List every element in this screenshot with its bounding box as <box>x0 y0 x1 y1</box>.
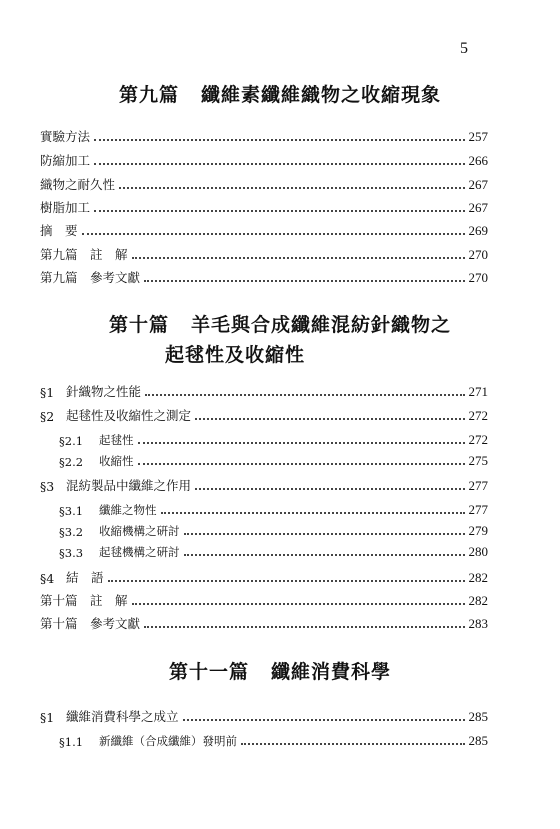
toc-entry[interactable] <box>40 591 488 609</box>
toc-entry-label: 第十篇 參考文獻 <box>40 616 141 631</box>
leader-dots <box>161 511 465 514</box>
toc-entry-number: §1.1 <box>59 735 84 749</box>
toc-entry[interactable] <box>59 500 488 518</box>
leader-dots <box>184 532 465 535</box>
leader-dots <box>138 441 465 444</box>
leader-dots <box>195 487 464 490</box>
toc-entry-page: 270 <box>468 247 488 262</box>
toc-entry-number: §3.2 <box>59 525 84 539</box>
toc-entry-label: 針織物之性能 <box>66 384 142 399</box>
section-heading: 第十篇 <box>108 314 169 336</box>
toc-entry-number: §3.1 <box>59 504 84 518</box>
section-9-title <box>0 80 560 107</box>
toc-entry-page: 267 <box>468 177 488 192</box>
toc-entry[interactable] <box>40 406 488 424</box>
toc-entry-page: 285 <box>468 709 488 724</box>
toc-entry-label: 新纖維（合成纖維）發明前 <box>99 734 237 748</box>
leader-dots <box>195 417 464 420</box>
toc-entry-page: 271 <box>468 384 488 399</box>
toc-entry-label: 實驗方法 <box>40 129 91 144</box>
leader-dots <box>144 625 464 628</box>
toc-entry-label: 第九篇 註 解 <box>40 247 128 262</box>
toc-entry[interactable] <box>59 542 488 560</box>
toc-entry[interactable] <box>40 198 488 216</box>
toc-entry[interactable] <box>40 151 488 169</box>
leader-dots <box>184 553 465 556</box>
toc-entry-label: 纖維消費科學之成立 <box>66 709 179 724</box>
toc-entry-number: §2 <box>40 409 55 424</box>
leader-dots <box>241 742 465 745</box>
toc-entry-page: 282 <box>468 593 488 608</box>
toc-entry[interactable] <box>59 521 488 539</box>
page-number: 5 <box>460 40 468 57</box>
toc-entry-label: 第十篇 註 解 <box>40 593 128 608</box>
toc-entry[interactable] <box>40 707 488 725</box>
toc-entry-page: 267 <box>468 200 488 215</box>
toc-entry-number: §2.2 <box>59 455 84 469</box>
toc-entry-page: 277 <box>468 502 488 517</box>
toc-entry-number: §1 <box>40 385 55 400</box>
toc-entry[interactable] <box>59 451 488 469</box>
toc-entry-number: §2.1 <box>59 434 84 448</box>
toc-entry-page: 269 <box>468 223 488 238</box>
toc-entry-label: 起毬機構之硏討 <box>99 545 180 559</box>
leader-dots <box>183 718 465 721</box>
toc-entry-label: 混紡製品中纖維之作用 <box>66 478 192 493</box>
toc-entry[interactable] <box>40 382 488 400</box>
leader-dots <box>119 186 464 189</box>
toc-entry-label: 織物之耐久性 <box>40 177 116 192</box>
toc-entry-label: 第九篇 參考文獻 <box>40 270 141 285</box>
leader-dots <box>94 209 464 212</box>
leader-dots <box>138 462 465 465</box>
toc-entry[interactable] <box>40 568 488 586</box>
toc-entry-page: 270 <box>468 270 488 285</box>
toc-entry-number: §1 <box>40 710 55 725</box>
toc-entry[interactable] <box>40 268 488 286</box>
toc-entry[interactable] <box>40 245 488 263</box>
toc-entry-page: 282 <box>468 570 488 585</box>
leader-dots <box>145 393 464 396</box>
toc-entry[interactable] <box>59 731 488 749</box>
toc-entry-label: 樹脂加工 <box>40 200 91 215</box>
leader-dots <box>132 256 465 259</box>
toc-entry[interactable] <box>40 476 488 494</box>
toc-entry-page: 257 <box>468 129 488 144</box>
leader-dots <box>94 138 464 141</box>
toc-entry-number: §3.3 <box>59 546 84 560</box>
section-title-text-line2: 起毬性及收縮性 <box>165 344 306 366</box>
toc-entry-label: 防縮加工 <box>40 153 91 168</box>
toc-entry-page: 266 <box>468 153 488 168</box>
toc-entry[interactable] <box>59 430 488 448</box>
toc-entry-label: 起毬性 <box>99 433 134 447</box>
toc-entry-page: 285 <box>468 733 488 748</box>
toc-entry-number: §4 <box>40 571 55 586</box>
toc-entry[interactable] <box>40 614 488 632</box>
section-heading: 第十一篇 <box>168 661 249 683</box>
section-11-title <box>0 657 560 684</box>
toc-entry[interactable] <box>40 175 488 193</box>
toc-entry-label: 纖維之物性 <box>99 503 157 517</box>
toc-entry-page: 283 <box>468 616 488 631</box>
toc-entry-label: 起毬性及收縮性之測定 <box>66 408 192 423</box>
section-title-text: 纖維素纖維織物之收縮現象 <box>201 84 442 106</box>
toc-entry-page: 277 <box>468 478 488 493</box>
toc-entry-page: 279 <box>468 523 488 538</box>
leader-dots <box>82 232 465 235</box>
leader-dots <box>132 602 465 605</box>
section-10-title <box>0 310 560 337</box>
toc-entry-number: §3 <box>40 479 55 494</box>
toc-entry[interactable] <box>40 221 488 239</box>
section-title-text: 纖維消費科學 <box>271 661 392 683</box>
toc-entry-page: 272 <box>468 408 488 423</box>
toc-entry-page: 275 <box>468 453 488 468</box>
leader-dots <box>144 279 464 282</box>
section-heading: 第九篇 <box>118 84 179 106</box>
leader-dots <box>108 579 465 582</box>
toc-entry-label: 收縮性 <box>99 454 134 468</box>
toc-entry-label: 摘 要 <box>40 223 78 238</box>
toc-entry[interactable] <box>40 127 488 145</box>
toc-entry-page: 280 <box>468 544 488 559</box>
toc-entry-page: 272 <box>468 432 488 447</box>
section-title-text: 羊毛與合成纖維混紡針織物之 <box>191 314 452 336</box>
leader-dots <box>94 162 464 165</box>
toc-entry-label: 結 語 <box>66 570 104 585</box>
toc-entry-label: 收縮機構之硏討 <box>99 524 180 538</box>
